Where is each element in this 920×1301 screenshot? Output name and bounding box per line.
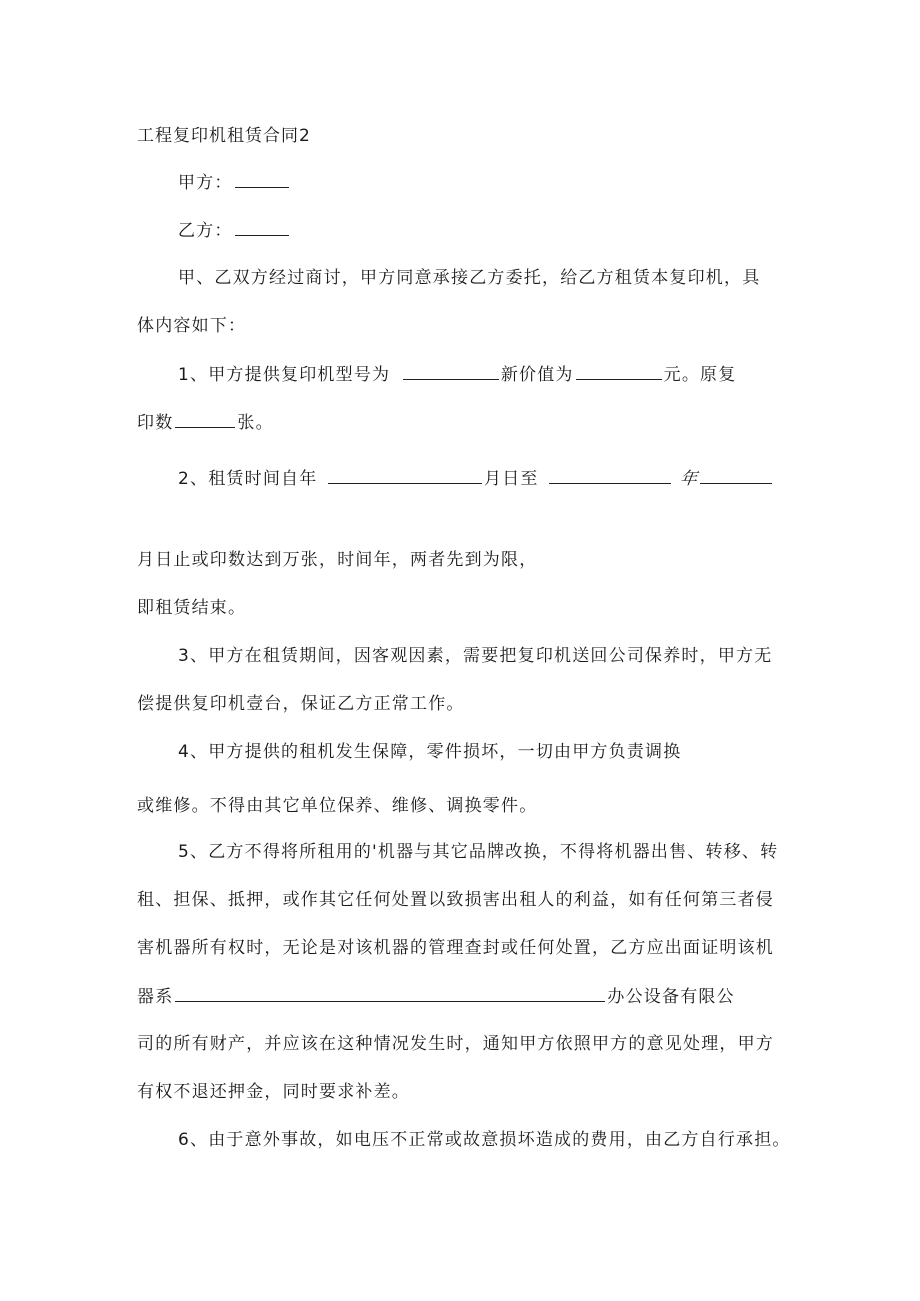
- clause-1-text-5: 张。: [237, 413, 274, 433]
- new-value-blank: [576, 364, 662, 380]
- clause-1-text-3: 元。原复: [663, 365, 737, 385]
- clause-2-text-2: 月日至: [484, 469, 539, 489]
- clause-5-line-3: 害机器所有权时，无论是对该机器的管理查封或任何处置，乙方应出面证明该机: [137, 938, 774, 958]
- clause-5-text-4b: 办公设备有限公: [607, 987, 735, 1007]
- clause-2-text-1: 2、租赁时间自年: [178, 469, 318, 489]
- end-date-blank: [549, 468, 671, 484]
- intro-line-2: 体内容如下：: [137, 316, 247, 336]
- party-a-blank: [235, 172, 289, 188]
- clause-1-line-1: [178, 364, 736, 385]
- clause-2-line-1: [178, 468, 774, 489]
- end-year-blank: [700, 468, 772, 484]
- clause-1-text-2: 新价值为: [500, 365, 574, 385]
- party-a-label: 甲方：: [178, 173, 233, 193]
- party-a-line: [178, 172, 291, 193]
- party-b-line: [178, 220, 291, 241]
- clause-1-text-4: 印数: [137, 413, 174, 433]
- party-b-label: 乙方：: [178, 221, 233, 241]
- clause-5-text-4a: 器系: [137, 987, 174, 1007]
- clause-1-text-1: 1、甲方提供复印机型号为: [178, 365, 391, 385]
- clause-5-line-6: 有权不退还押金，同时要求补差。: [137, 1082, 410, 1102]
- clause-5-line-4: [137, 986, 735, 1007]
- company-name-blank: [175, 986, 605, 1002]
- clause-4-line-2: 或维修。不得由其它单位保养、维修、调换零件。: [137, 796, 538, 816]
- copier-model-blank: [403, 364, 499, 380]
- clause-2-text-3: 年: [678, 469, 700, 489]
- clause-3-line-2: 偿提供复印机壹台，保证乙方正常工作。: [137, 694, 465, 714]
- intro-line-1: 甲、乙双方经过商讨，甲方同意承接乙方委托，给乙方租赁本复印机，具: [178, 268, 761, 288]
- clause-5-line-2: 租、担保、抵押，或作其它任何处置以致损害出租人的利益，如有任何第三者侵: [137, 890, 774, 910]
- clause-2-line-2: 月日止或印数达到万张，时间年，两者先到为限，: [137, 550, 538, 570]
- clause-2-line-3: 即租赁结束。: [137, 598, 247, 618]
- original-count-blank: [175, 412, 235, 428]
- clause-1-line-2: [137, 412, 274, 433]
- start-date-blank: [328, 468, 482, 484]
- clause-5-line-5: 司的所有财产，并应该在这种情况发生时，通知甲方依照甲方的意见处理，甲方: [137, 1034, 774, 1054]
- clause-4-line-1: 4、甲方提供的租机发生保障，零件损坏，一切由甲方负责调换: [178, 742, 682, 762]
- clause-3-line-1: 3、甲方在租赁期间，因客观因素，需要把复印机送回公司保养时，甲方无: [178, 646, 773, 666]
- clause-5-line-1: 5、乙方不得将所租用的'机器与其它品牌改换，不得将机器出售、转移、转: [178, 842, 779, 862]
- clause-6-line-1: 6、由于意外事故，如电压不正常或故意损坏造成的费用，由乙方自行承担。: [178, 1130, 791, 1150]
- document-title: 工程复印机租赁合同2: [137, 126, 311, 146]
- party-b-blank: [235, 220, 289, 236]
